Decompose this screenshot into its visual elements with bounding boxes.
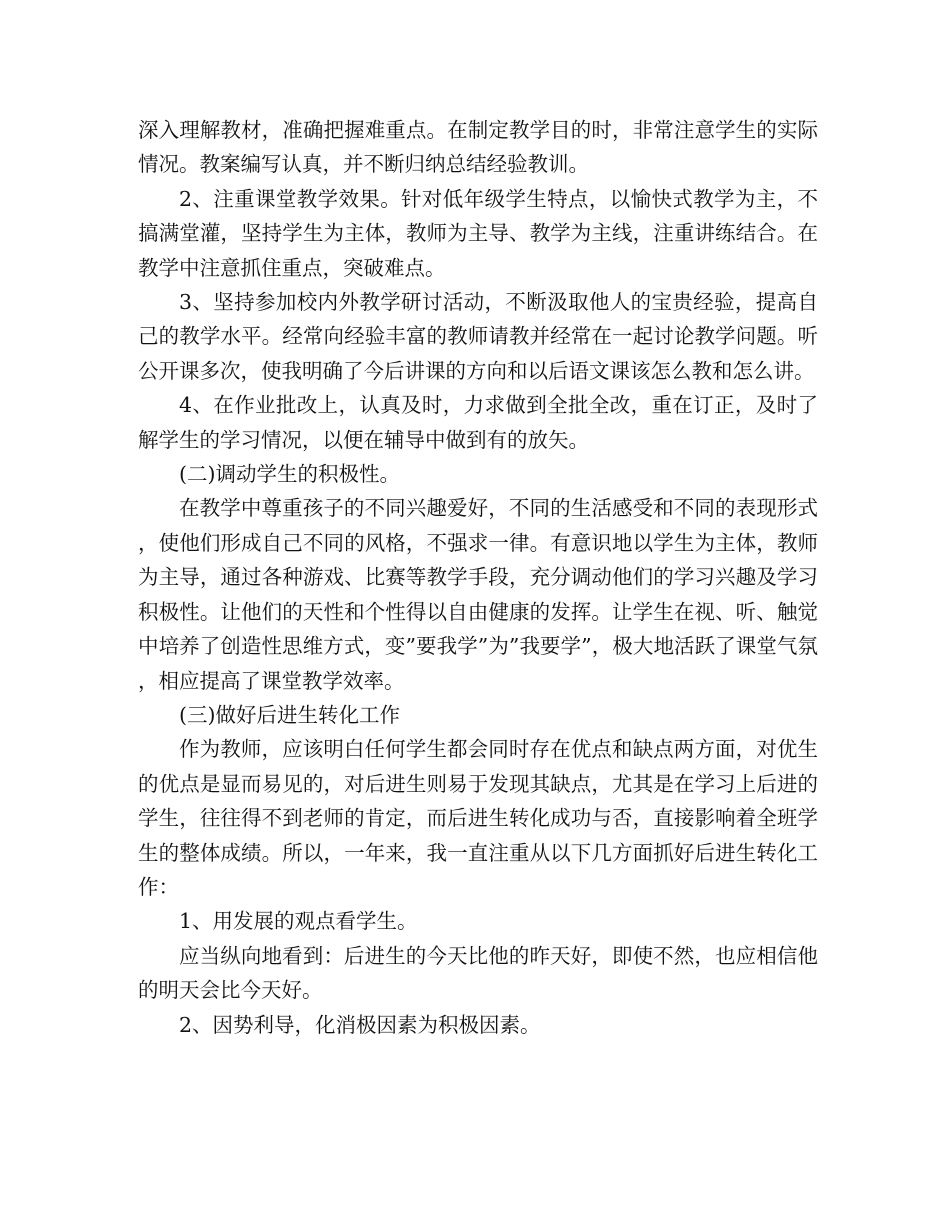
section-heading-2: (二)调动学生的积极性。: [179, 462, 400, 487]
paragraph-5: 在教学中尊重孩子的不同兴趣爱好，不同的生活感受和不同的表现形式，使他们形成自己不同的风格，不强求一律。有意识地以学生为主体，教师为主导，通过各种游戏、比赛等教学手段，充分调动他们的学习兴趣及学习积极性。让他们的天性和个性得以自由健康的发挥。让学生在视、听、触觉中培养了创造性思维方式，变”要我学”为”我要学”，极大地活跃了课堂气氛，相应提高了课堂教学效率。: [138, 496, 818, 693]
paragraph-2: 2、注重课堂教学效果。针对低年级学生特点，以愉快式教学为主，不搞满堂灌，坚持学生为主体，教师为主导、教学为主线，注重讲练结合。在教学中注意抓住重点，突破难点。: [138, 186, 818, 280]
paragraph-4: 4、在作业批改上，认真及时，力求做到全批全改，重在订正，及时了解学生的学习情况，以便在辅导中做到有的放矢。: [138, 393, 818, 452]
paragraph-3: 3、坚持参加校内外教学研讨活动，不断汲取他人的宝贵经验，提高自己的教学水平。经常向经验丰富的教师请教并经常在一起讨论教学问题。听公开课多次，使我明确了今后讲课的方向和以后语文课该怎么教和怎么讲。: [138, 290, 818, 383]
list-item-1: 1、用发展的观点看学生。: [179, 909, 418, 934]
paragraph-6: 作为教师，应该明白任何学生都会同时存在优点和缺点两方面，对优生的优点是显而易见的，对后进生则易于发现其缺点，尤其是在学习上后进的学生，往往得不到老师的肯定，而后进生转化成功与否，直接影响着全班学生的整体成绩。所以，一年来，我一直注重从以下几方面抓好后进生转化工作：: [138, 737, 818, 899]
list-item-2: 2、因势利导，化消极因素为积极因素。: [179, 1012, 541, 1037]
paragraph-1: 深入理解教材，准确把握难重点。在制定教学目的时，非常注意学生的实际情况。教案编写认真，并不断归纳总结经验教训。: [138, 118, 818, 177]
paragraph-7: 应当纵向地看到：后进生的今天比他的昨天好，即使不然，也应相信他的明天会比今天好。: [138, 943, 818, 1003]
section-heading-3: (三)做好后进生转化工作: [179, 702, 400, 727]
document-body: [138, 113, 818, 1042]
